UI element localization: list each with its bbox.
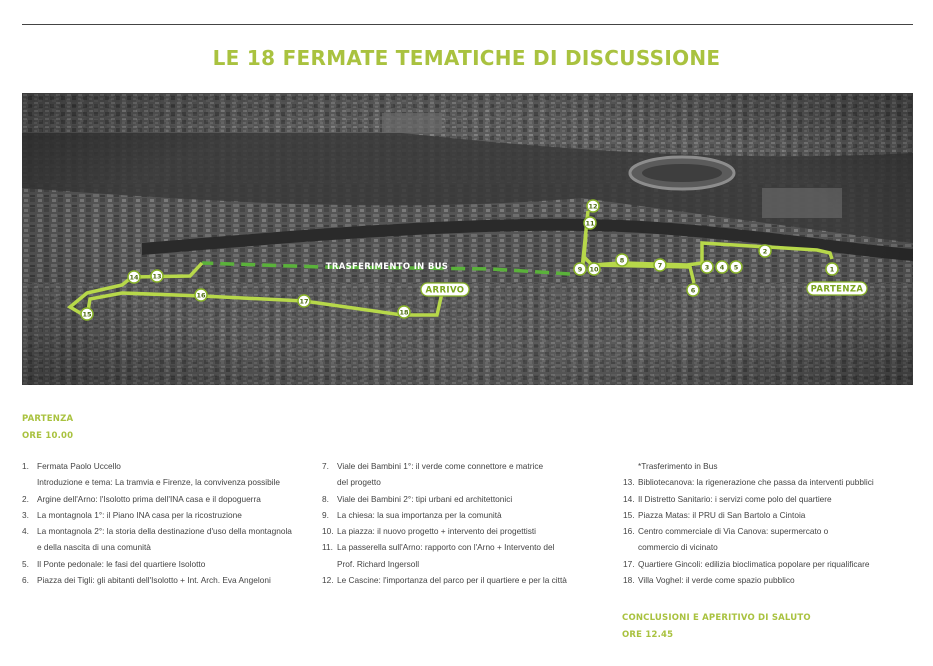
stop-list-item bbox=[22, 556, 312, 572]
stop-description: Piazza dei Tigli: gli abitanti dell'Isolotto + Int. Arch. Eva Angeloni bbox=[37, 575, 271, 586]
stop-number: 17. bbox=[623, 558, 635, 569]
stop-list-item bbox=[322, 491, 602, 507]
svg-text:14: 14 bbox=[129, 273, 139, 282]
stops-list-2 bbox=[322, 458, 602, 588]
stop-number: 4. bbox=[22, 526, 29, 537]
svg-text:12: 12 bbox=[588, 202, 598, 211]
stop-number: 10. bbox=[322, 526, 334, 537]
stop-number: 5. bbox=[22, 558, 29, 569]
stop-description: La montagnola 1°: il Piano INA casa per la ricostruzione bbox=[37, 509, 242, 520]
conclusioni-heading: CONCLUSIONI E APERITIVO DI SALUTO bbox=[622, 613, 811, 623]
stop-list-item bbox=[623, 507, 913, 523]
stop-number: 6. bbox=[22, 575, 29, 586]
stop-list-item bbox=[322, 507, 602, 523]
route-map bbox=[22, 93, 913, 385]
stop-list-item bbox=[22, 458, 312, 491]
stop-list-item bbox=[623, 474, 913, 490]
stop-number: 16. bbox=[623, 526, 635, 537]
stop-description: Quartiere Gincoli: edilizia bioclimatica popolare per riqualificare bbox=[638, 558, 870, 569]
svg-text:4: 4 bbox=[719, 263, 725, 272]
svg-text:18: 18 bbox=[399, 308, 409, 317]
stop-description: Centro commerciale di Via Canova: supermercato o commercio di vicinato bbox=[638, 526, 829, 553]
svg-text:1: 1 bbox=[829, 265, 835, 274]
stop-number: 14. bbox=[623, 493, 635, 504]
stop-description: Viale dei Bambini 2°: tipi urbani ed architettonici bbox=[337, 493, 513, 504]
svg-text:7: 7 bbox=[657, 261, 663, 270]
stop-description: Argine dell'Arno: l'Isolotto prima dell'INA casa e il dopoguerra bbox=[37, 493, 261, 504]
stop-list-item bbox=[22, 523, 312, 556]
stop-list-item bbox=[623, 556, 913, 572]
stop-list-item bbox=[322, 458, 602, 491]
stop-number: 8. bbox=[322, 493, 329, 504]
svg-text:13: 13 bbox=[152, 272, 162, 281]
partenza-time: ORE 10.00 bbox=[22, 431, 74, 441]
stop-number: 15. bbox=[623, 509, 635, 520]
stop-number: 3. bbox=[22, 509, 29, 520]
stop-description: La montagnola 2°: la storia della destinazione d'uso della montagnola e della nascita di una comunità bbox=[37, 526, 292, 553]
stop-list-item bbox=[623, 572, 913, 588]
stop-list-item bbox=[322, 572, 602, 588]
stop-number: 2. bbox=[22, 493, 29, 504]
svg-text:6: 6 bbox=[690, 286, 696, 295]
aerial-photo bbox=[22, 93, 913, 385]
stop-list-item bbox=[22, 572, 312, 588]
stop-description: Viale dei Bambini 1°: il verde come connettore e matrice del progetto bbox=[337, 461, 544, 488]
stops-list-1 bbox=[22, 458, 312, 588]
svg-text:10: 10 bbox=[589, 265, 599, 274]
partenza-pill bbox=[807, 282, 867, 295]
stop-description: Fermata Paolo Uccello Introduzione e tema: La tramvia e Firenze, la convivenza possibile bbox=[37, 461, 281, 488]
stop-list-item bbox=[322, 523, 602, 539]
stop-list-item bbox=[623, 523, 913, 556]
stop-number: 9. bbox=[322, 509, 329, 520]
stop-description: Bibliotecanova: la rigenerazione che passa da interventi pubblici bbox=[638, 477, 874, 488]
stop-list-item bbox=[22, 507, 312, 523]
conclusioni-time: ORE 12.45 bbox=[622, 630, 674, 640]
svg-text:2: 2 bbox=[762, 247, 768, 256]
stop-description: Villa Voghel: il verde come spazio pubblico bbox=[638, 575, 795, 586]
stop-description: Il Distretto Sanitario: i servizi come polo del quartiere bbox=[638, 493, 832, 504]
stop-description: Le Cascine: l'importanza del parco per il quartiere e per la città bbox=[337, 575, 567, 586]
stop-number: 13. bbox=[623, 477, 635, 488]
stop-description: La passerella sull'Arno: rapporto con l'Arno + Intervento del Prof. Richard Ingersoll bbox=[337, 542, 555, 569]
svg-text:ARRIVO: ARRIVO bbox=[425, 285, 465, 296]
stop-number: 18. bbox=[623, 575, 635, 586]
partenza-heading: PARTENZA bbox=[22, 414, 74, 424]
stop-number: 11. bbox=[322, 542, 333, 553]
stops-list-3 bbox=[623, 458, 913, 588]
stop-number: 7. bbox=[322, 461, 329, 471]
svg-text:11: 11 bbox=[585, 219, 595, 228]
stop-list-item bbox=[623, 491, 913, 507]
svg-text:16: 16 bbox=[196, 291, 206, 300]
bus-transfer-label: TRASFERIMENTO IN BUS bbox=[325, 262, 449, 272]
stop-list-item bbox=[322, 539, 602, 572]
stop-description: Piazza Matas: il PRU di San Bartolo a Cintoia bbox=[638, 509, 806, 520]
svg-text:5: 5 bbox=[733, 263, 739, 272]
stop-description: Il Ponte pedonale: le fasi del quartiere Isolotto bbox=[37, 558, 206, 569]
stop-number: 12. bbox=[322, 575, 334, 586]
svg-text:17: 17 bbox=[299, 297, 309, 306]
svg-text:3: 3 bbox=[704, 263, 710, 272]
stop-number: 1. bbox=[22, 461, 29, 471]
svg-text:PARTENZA: PARTENZA bbox=[810, 284, 864, 295]
svg-text:9: 9 bbox=[577, 265, 583, 274]
svg-text:8: 8 bbox=[619, 256, 625, 265]
arrivo-pill bbox=[421, 283, 469, 296]
top-divider bbox=[22, 24, 913, 25]
stop-description: La piazza: il nuovo progetto + intervento dei progettisti bbox=[337, 526, 537, 537]
stop-description: La chiesa: la sua importanza per la comunità bbox=[337, 509, 502, 520]
stop-list-item bbox=[22, 491, 312, 507]
page-title: LE 18 FERMATE TEMATICHE DI DISCUSSIONE bbox=[212, 46, 721, 70]
svg-text:15: 15 bbox=[82, 310, 92, 319]
bus-transfer-note: *Trasferimento in Bus bbox=[638, 461, 718, 471]
